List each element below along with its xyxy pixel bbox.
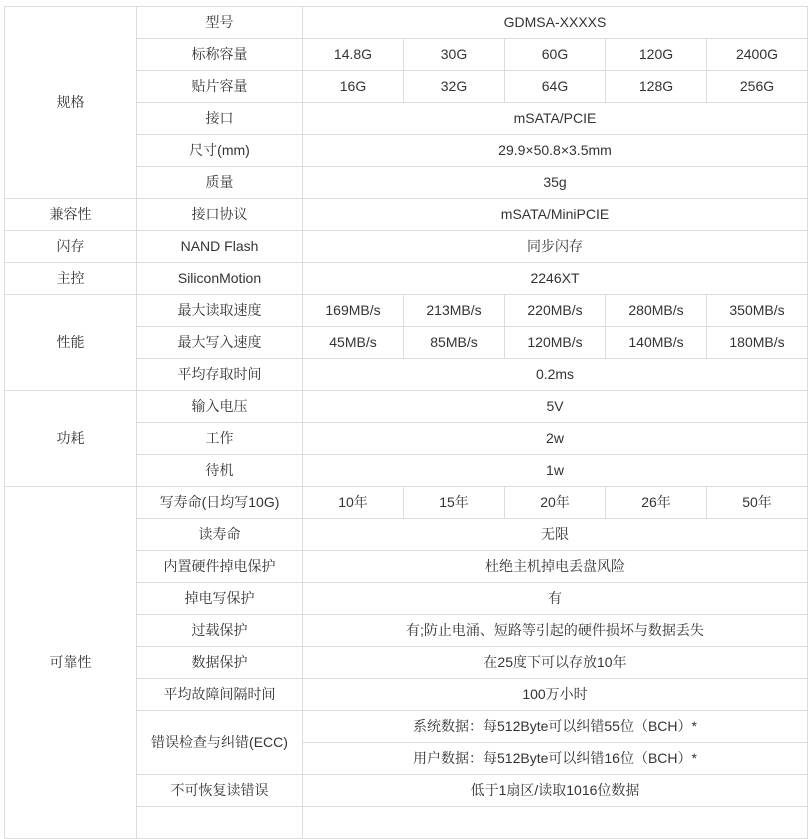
cell-value: 30G xyxy=(404,39,505,71)
cell-value: 140MB/s xyxy=(606,327,707,359)
row-label: 尺寸(mm) xyxy=(137,135,303,167)
row-label: 贴片容量 xyxy=(137,71,303,103)
cell-value: 10年 xyxy=(303,487,404,519)
row-protocol xyxy=(5,199,808,231)
row-value: 系统数据：每512Byte可以纠错55位（BCH）* xyxy=(303,711,808,743)
cell-value: 2400G xyxy=(707,39,808,71)
row-label: 最大读取速度 xyxy=(137,295,303,327)
row-label: 写寿命(日均写10G) xyxy=(137,487,303,519)
row-value: 0.2ms xyxy=(303,359,808,391)
row-value: 有 xyxy=(303,583,808,615)
cell-value: 64G xyxy=(505,71,606,103)
cell-value: 15年 xyxy=(404,487,505,519)
row-label: 接口 xyxy=(137,103,303,135)
cell-value: 350MB/s xyxy=(707,295,808,327)
row-model xyxy=(5,7,808,39)
row-label: 标称容量 xyxy=(137,39,303,71)
row-label: 工作 xyxy=(137,423,303,455)
row-value: 2w xyxy=(303,423,808,455)
section-spec: 规格 xyxy=(5,7,137,199)
row-label: 平均存取时间 xyxy=(137,359,303,391)
cell-value: 45MB/s xyxy=(303,327,404,359)
row-read-speed xyxy=(5,295,808,327)
row-value: 100万小时 xyxy=(303,679,808,711)
cell-value: 20年 xyxy=(505,487,606,519)
row-label: 平均故障间隔时间 xyxy=(137,679,303,711)
row-value: 在25度下可以存放10年 xyxy=(303,647,808,679)
row-label: 输入电压 xyxy=(137,391,303,423)
cell-value: 128G xyxy=(606,71,707,103)
section-compat: 兼容性 xyxy=(5,199,137,231)
row-controller xyxy=(5,263,808,295)
row-label: 数据保护 xyxy=(137,647,303,679)
row-nand xyxy=(5,231,808,263)
row-write-life xyxy=(5,487,808,519)
row-label: 读寿命 xyxy=(137,519,303,551)
row-label: 掉电写保护 xyxy=(137,583,303,615)
row-value: mSATA/PCIE xyxy=(303,103,808,135)
cell-value: 280MB/s xyxy=(606,295,707,327)
row-value: 有;防止电涌、短路等引起的硬件损坏与数据丢失 xyxy=(303,615,808,647)
row-label: 接口协议 xyxy=(137,199,303,231)
row-value: 同步闪存 xyxy=(303,231,808,263)
cell-value: 220MB/s xyxy=(505,295,606,327)
cell-value: 169MB/s xyxy=(303,295,404,327)
row-value: mSATA/MiniPCIE xyxy=(303,199,808,231)
row-label: 待机 xyxy=(137,455,303,487)
row-value: 1w xyxy=(303,455,808,487)
cell-value: 50年 xyxy=(707,487,808,519)
row-label: 内置硬件掉电保护 xyxy=(137,551,303,583)
cell-value: 60G xyxy=(505,39,606,71)
row-label: 质量 xyxy=(137,167,303,199)
row-value: 5V xyxy=(303,391,808,423)
row-label-empty xyxy=(137,807,303,839)
section-power: 功耗 xyxy=(5,391,137,487)
row-value: 2246XT xyxy=(303,263,808,295)
cell-value: 120MB/s xyxy=(505,327,606,359)
row-value: 低于1扇区/读取1016位数据 xyxy=(303,775,808,807)
cell-value: 180MB/s xyxy=(707,327,808,359)
row-value: 35g xyxy=(303,167,808,199)
row-label: 过载保护 xyxy=(137,615,303,647)
cell-value: 14.8G xyxy=(303,39,404,71)
row-value: 无限 xyxy=(303,519,808,551)
row-label: 型号 xyxy=(137,7,303,39)
section-controller: 主控 xyxy=(5,263,137,295)
section-reliability: 可靠性 xyxy=(5,487,137,839)
row-label: NAND Flash xyxy=(137,231,303,263)
row-value: 杜绝主机掉电丢盘风险 xyxy=(303,551,808,583)
row-value: GDMSA-XXXXS xyxy=(303,7,808,39)
cell-value: 26年 xyxy=(606,487,707,519)
cell-value: 85MB/s xyxy=(404,327,505,359)
row-voltage xyxy=(5,391,808,423)
cell-value: 120G xyxy=(606,39,707,71)
row-label: 不可恢复读错误 xyxy=(137,775,303,807)
cell-value: 213MB/s xyxy=(404,295,505,327)
row-label: 最大写入速度 xyxy=(137,327,303,359)
section-perf: 性能 xyxy=(5,295,137,391)
row-value: 29.9×50.8×3.5mm xyxy=(303,135,808,167)
row-label: SiliconMotion xyxy=(137,263,303,295)
cell-value: 32G xyxy=(404,71,505,103)
row-value-empty xyxy=(303,807,808,839)
spec-table xyxy=(4,6,808,839)
row-label: 错误检查与纠错(ECC) xyxy=(137,711,303,775)
cell-value: 16G xyxy=(303,71,404,103)
cell-value: 256G xyxy=(707,71,808,103)
row-value: 用户数据：每512Byte可以纠错16位（BCH）* xyxy=(303,743,808,775)
section-flash: 闪存 xyxy=(5,231,137,263)
